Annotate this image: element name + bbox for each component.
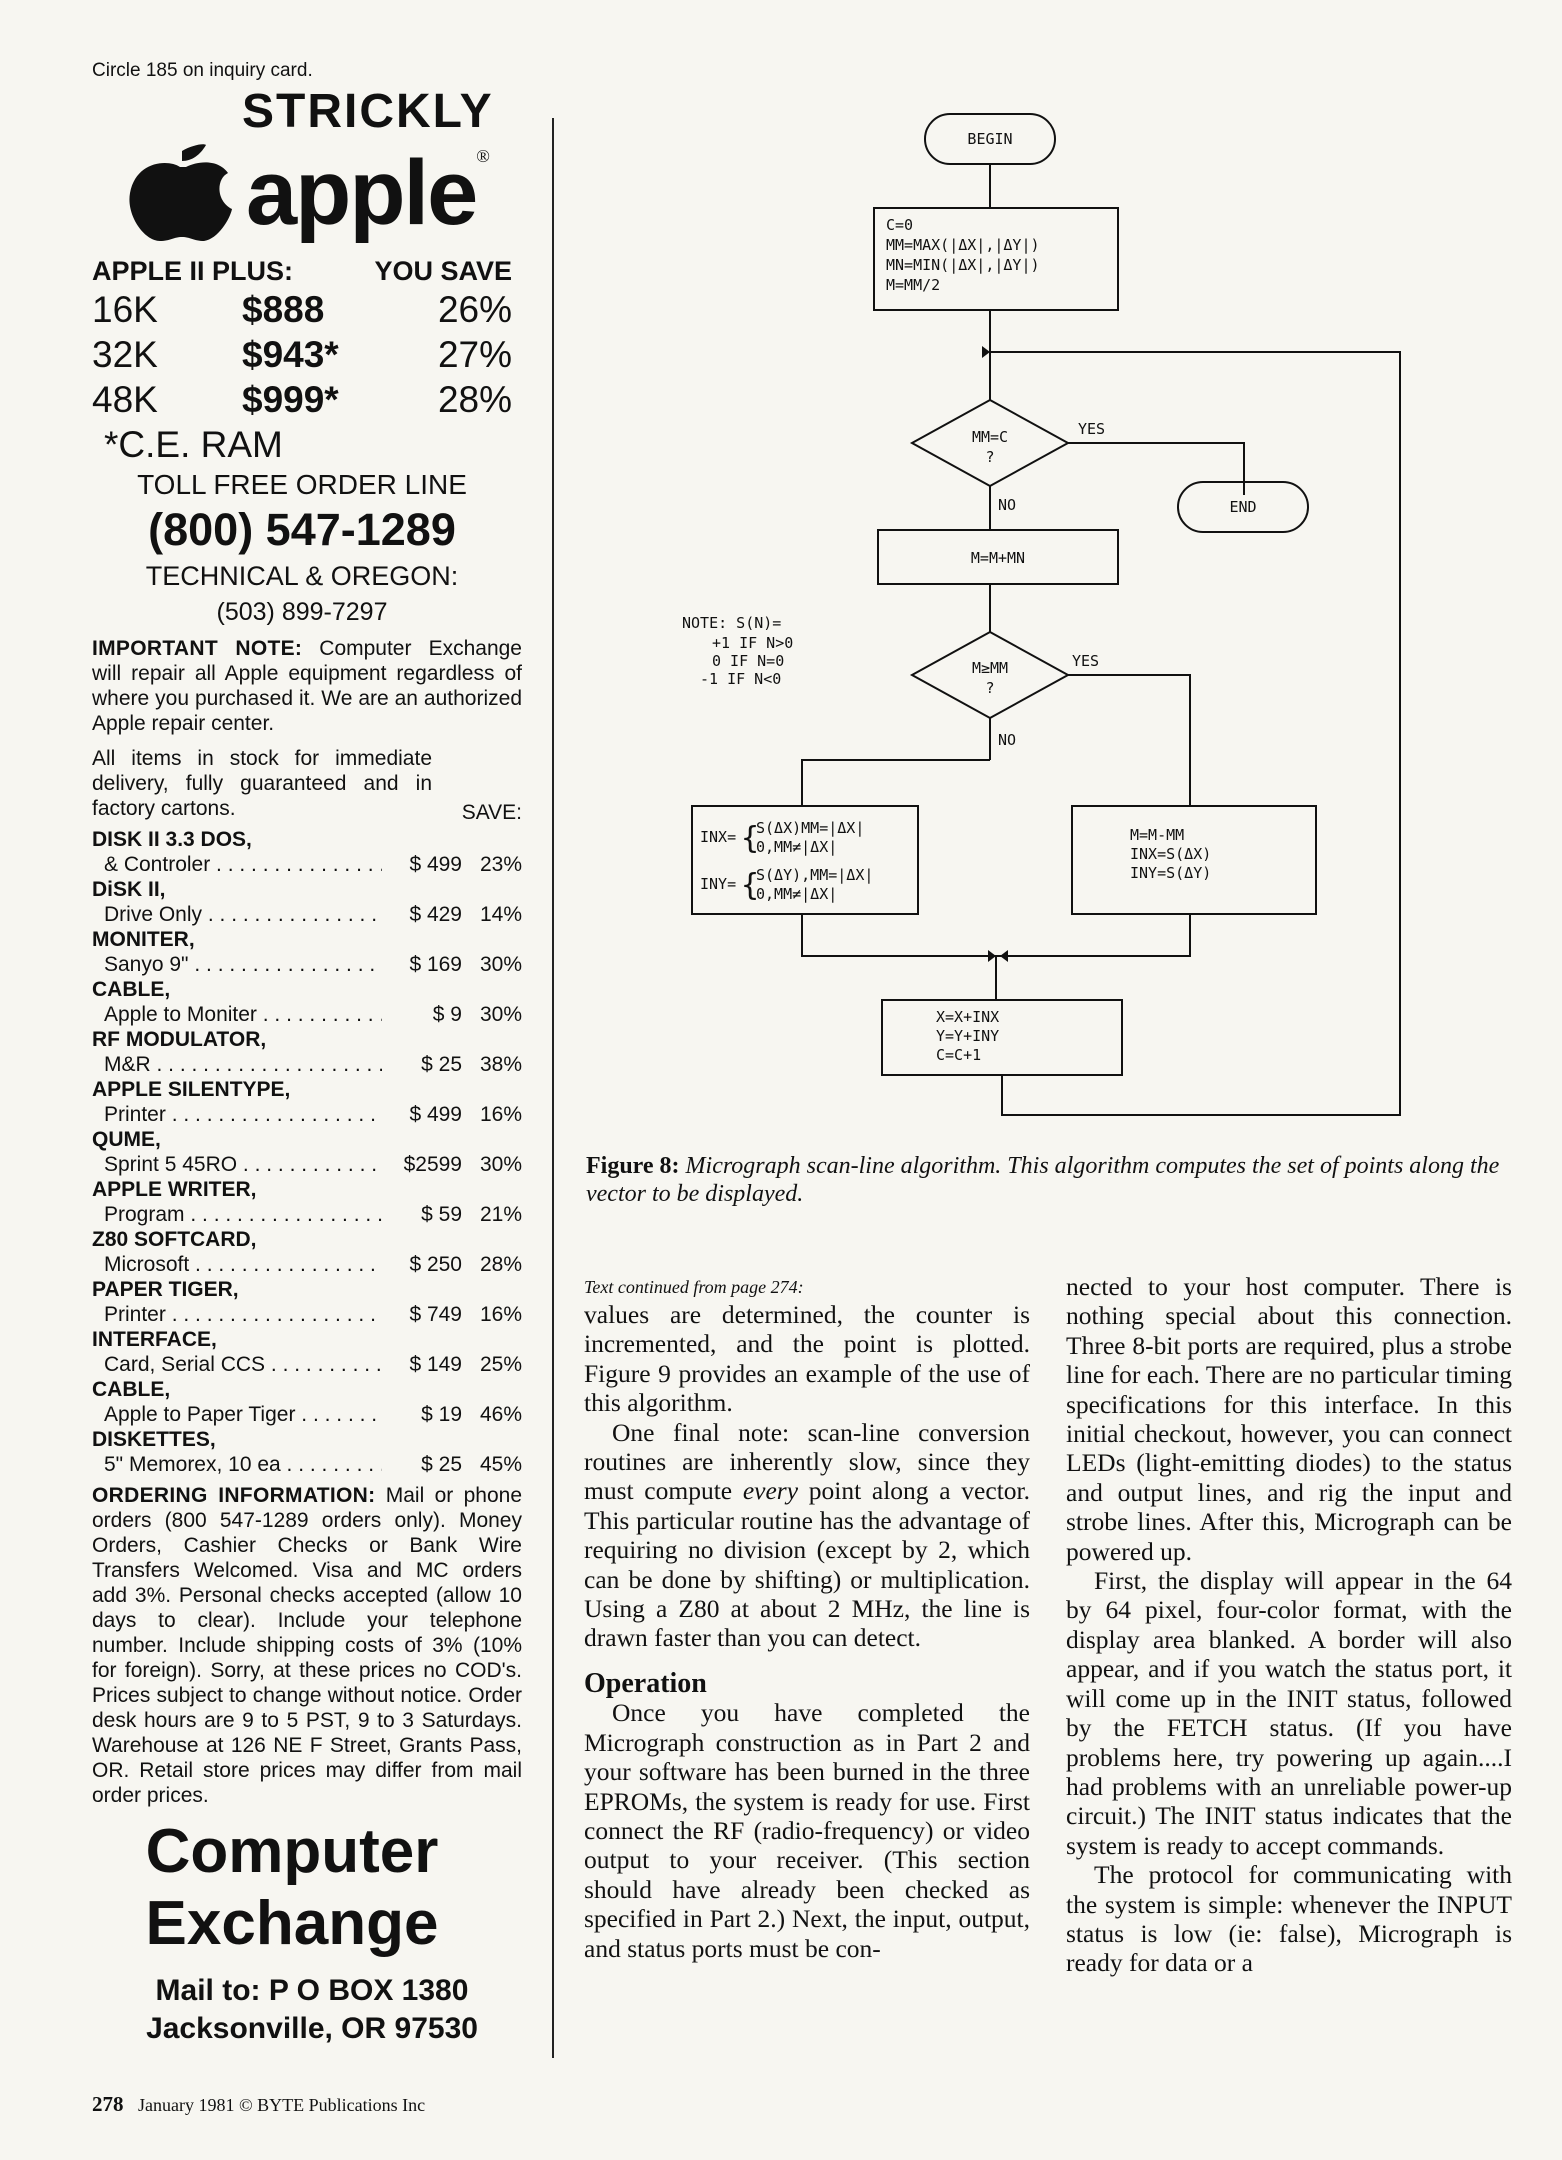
paragraph-emphasis: every	[742, 1476, 799, 1506]
iny-line: S(ΔY),MM=|ΔX|	[756, 866, 874, 884]
item-description: Apple to Moniter . . .	[104, 1002, 382, 1027]
step-m-label: M=M+MN	[970, 549, 1026, 567]
iny-brace: {	[741, 868, 760, 903]
item-line	[92, 952, 522, 977]
item-description: Drive Only . . .	[104, 902, 382, 927]
decision2-label: M≥MM	[971, 659, 1009, 677]
item-heading: DISK II 3.3 DOS,	[92, 828, 252, 851]
yes2-label: YES	[1072, 652, 1100, 670]
price-header-save: YOU SAVE	[374, 256, 512, 286]
item-description: 5" Memorex, 10 ea . . .	[104, 1452, 382, 1477]
ordering-text: Mail or phone orders (800 547-1289 orders only). Money Orders, Cashier Checks or Bank Wire Transfers Welcomed. Visa and MC orders add 3%. Personal checks accepted (allow 10 days to clear). Include your telephone number. Include shipping costs of 3% (10% for foreign). Sorry, at these prices no COD's. Prices subject to change without notice. Order desk hours are 9 to 5 PST, 9 to 3 Saturdays. Warehouse at 126 NE F Street, Grants Pass, OR. Retail store prices may differ from mail order prices.	[92, 1484, 522, 1807]
merge-arrow-3	[1000, 950, 1008, 962]
yes1-label: YES	[1078, 420, 1106, 438]
item-savings: 14%	[479, 903, 522, 926]
adjust-line: INY=S(ΔY)	[1130, 864, 1212, 882]
init-line: C=0	[886, 216, 914, 234]
update-box	[882, 1000, 1122, 1075]
stock-note: All items in stock for immediate delivery, fully guaranteed and in factory cartons.	[92, 747, 432, 820]
item-heading: DISKETTES,	[92, 1428, 216, 1451]
item-price: $ 749	[409, 1303, 462, 1326]
init-line: MM=MAX(|ΔX|,|ΔY|)	[886, 236, 1040, 254]
technical-phone: (503) 899-7297	[216, 598, 388, 626]
paragraph: nected to your host computer. There is nothing special about this connection. Three 8-bit ports are required, plus a strobe line for each. There are no particular timing specifications for this interface. In this initial checkout, however, you can connect LEDs (light-emitting diodes) to the status and output lines, and rig the input and strobe lines. After this, Micrograph can be powered up.	[1066, 1272, 1512, 1566]
price-row	[92, 332, 512, 377]
item-savings: 23%	[479, 853, 522, 876]
item-savings: 30%	[479, 1003, 522, 1026]
save-label: SAVE:	[461, 801, 522, 824]
paragraph: Once you have completed the Micrograph construction as in Part 2 and your software has been burned in the three EPROMs, the system is ready for use. First connect the RF (radio-frequency) or video output to your receiver. (This section should have already been checked as specified in Part 2.) Next, the input, output, and status ports must be con-	[584, 1698, 1030, 1963]
item-description: Card, Serial CCS . . .	[104, 1352, 382, 1377]
end-label: END	[1229, 498, 1257, 516]
update-line: Y=Y+INY	[936, 1027, 1000, 1045]
company-line-2: Exchange	[145, 1889, 439, 1958]
ram-note: *C.E. RAM	[104, 424, 283, 465]
item-price: $ 429	[409, 903, 462, 926]
advertisement	[92, 60, 532, 2048]
price-model: 16K	[92, 289, 158, 330]
important-note	[92, 636, 522, 736]
item-savings: 25%	[479, 1353, 522, 1376]
update-line: C=C+1	[936, 1046, 982, 1064]
update-line: X=X+INX	[936, 1008, 1000, 1026]
item-line	[92, 1452, 522, 1477]
item-price: $ 25	[421, 1053, 462, 1076]
item-line	[92, 1202, 522, 1227]
decision1-label: MM=C	[971, 428, 1009, 446]
section-heading: Operation	[584, 1667, 707, 1699]
item-savings: 46%	[479, 1403, 522, 1426]
price-model: 32K	[92, 334, 158, 375]
item-savings: 16%	[479, 1103, 522, 1126]
item-savings: 45%	[479, 1453, 522, 1476]
init-line: M=MM/2	[886, 276, 941, 294]
technical-label: TECHNICAL & OREGON:	[145, 561, 459, 591]
price-model: 48K	[92, 379, 158, 420]
item-price: $ 149	[409, 1353, 462, 1376]
note-line: -1 IF N<0	[700, 670, 782, 688]
price-row	[92, 287, 512, 332]
article-column-middle	[584, 1276, 1030, 1963]
item-description: Microsoft . . .	[104, 1252, 382, 1277]
item-heading: INTERFACE,	[92, 1328, 217, 1351]
item-line	[92, 1152, 522, 1177]
paragraph: values are determined, the counter is incremented, and the point is plotted. Figure 9 provides an example of the use of this algorithm.	[584, 1300, 1030, 1418]
toll-free-label: TOLL FREE ORDER LINE	[137, 469, 467, 500]
item-heading: CABLE,	[92, 978, 171, 1001]
caption-label: Figure 8:	[586, 1153, 680, 1179]
ordering-info	[92, 1483, 522, 1808]
inx-brace: {	[741, 821, 760, 856]
paragraph: The protocol for communicating with the system is simple: whenever the INPUT status is low (ie: false), Micrograph is ready for data or a	[1066, 1860, 1512, 1978]
yes1-line	[1068, 443, 1244, 495]
item-price: $ 59	[421, 1203, 462, 1226]
item-line	[92, 1352, 522, 1377]
price-amount: $943*	[242, 334, 339, 375]
item-price: $ 9	[432, 1003, 462, 1026]
apple-logo	[120, 138, 532, 248]
paragraph-part: One final note: scan-line conversion routines are inherently slow, since they must compute	[584, 1417, 1030, 1506]
item-line	[92, 852, 522, 877]
item-price: $ 499	[409, 1103, 462, 1126]
price-save: 27%	[437, 334, 512, 375]
init-line: MN=MIN(|ΔX|,|ΔY|)	[886, 256, 1040, 274]
item-line	[92, 1052, 522, 1077]
item-description: Printer . . .	[104, 1302, 382, 1327]
decision1-q: ?	[985, 448, 995, 466]
note-line: +1 IF N>0	[712, 634, 794, 652]
item-description: M&R . . .	[104, 1052, 382, 1077]
begin-label: BEGIN	[967, 130, 1013, 148]
item-heading: PAPER TIGER,	[92, 1278, 239, 1301]
column-divider	[552, 118, 554, 2058]
item-description: & Controler . . .	[104, 852, 382, 877]
paragraph-part: point along a vector. This particular routine has the advantage of requiring no division (except by 2, which can be done by shifting) or multiplication. Using a Z80 at about 2 MHz, the line is drawn faster than you can detect.	[584, 1476, 1030, 1653]
inquiry-note: Circle 185 on inquiry card.	[92, 60, 313, 81]
no1-label: NO	[998, 496, 1017, 514]
flowchart	[560, 100, 1520, 1140]
item-line	[92, 1252, 522, 1277]
iny-line: 0,MM≠|ΔX|	[756, 885, 838, 903]
important-text: Computer Exchange will repair all Apple equipment regardless of where you purchased it. We are an authorized Apple repair center.	[92, 637, 522, 735]
no2-line	[802, 760, 990, 806]
footer-text: January 1981 © BYTE Publications Inc	[138, 2095, 426, 2115]
company-name	[92, 1816, 492, 1960]
item-price: $ 19	[421, 1403, 462, 1426]
item-price: $ 169	[409, 953, 462, 976]
caption-text: Micrograph scan-line algorithm. This algorithm computes the set of points along the vector to be displayed.	[586, 1153, 1500, 1207]
item-heading: QUME,	[92, 1128, 161, 1151]
item-heading: DiSK II,	[92, 878, 166, 901]
note-line: NOTE: S(N)=	[682, 614, 782, 632]
ordering-label: ORDERING INFORMATION:	[92, 1484, 376, 1507]
price-header-model: APPLE II PLUS:	[92, 256, 294, 286]
item-line	[92, 1302, 522, 1327]
item-heading: Z80 SOFTCARD,	[92, 1228, 257, 1251]
brand-top: STRICKLY	[242, 85, 494, 138]
article-column-right	[1066, 1272, 1512, 1978]
item-line	[92, 1102, 522, 1127]
item-savings: 21%	[479, 1203, 522, 1226]
price-row	[92, 377, 512, 422]
item-description: Program . . .	[104, 1202, 382, 1227]
merge-arrow-1	[982, 346, 990, 358]
item-description: Printer . . .	[104, 1102, 382, 1127]
price-amount: $999*	[242, 379, 339, 420]
adjust-line: INX=S(ΔX)	[1130, 845, 1212, 863]
price-save: 26%	[437, 289, 512, 330]
yes2-line	[1068, 675, 1190, 806]
item-savings: 30%	[479, 953, 522, 976]
item-description: Apple to Paper Tiger . . .	[104, 1402, 382, 1427]
note-line: 0 IF N=0	[712, 652, 785, 670]
inx-line: S(ΔX)MM=|ΔX|	[756, 819, 865, 837]
brand-logo-word: apple	[246, 142, 477, 244]
item-price: $ 250	[409, 1253, 462, 1276]
item-line	[92, 1402, 522, 1427]
company-line-1: Computer	[145, 1817, 439, 1886]
item-price: $ 499	[409, 853, 462, 876]
page-number: 278	[92, 2092, 124, 2116]
apple-icon	[120, 143, 240, 243]
merge-arrow-2	[988, 950, 996, 962]
decision2-q: ?	[985, 679, 995, 697]
price-save: 28%	[437, 379, 512, 420]
item-list	[92, 827, 522, 1477]
item-price: $2599	[403, 1153, 462, 1176]
item-savings: 28%	[479, 1253, 522, 1276]
figure-caption	[586, 1152, 1516, 1208]
mail-line-2: Jacksonville, OR 97530	[146, 2012, 478, 2045]
item-savings: 30%	[479, 1153, 522, 1176]
item-line	[92, 1002, 522, 1027]
price-amount: $888	[242, 289, 325, 330]
page-footer	[92, 2092, 425, 2117]
paragraph: First, the display will appear in the 64 by 64 pixel, four-color format, with the display area blanked. A border will also appear, and if you watch the status port, it will come up in the INIT status, followed by the FETCH status. (If you have problems here, try powering up again....I had problems with an unreliable power-up circuit.) The INIT status indicates that the system is ready to accept commands.	[1066, 1566, 1512, 1860]
item-heading: CABLE,	[92, 1378, 171, 1401]
item-price: $ 25	[421, 1453, 462, 1476]
item-savings: 38%	[479, 1053, 522, 1076]
item-heading: APPLE WRITER,	[92, 1178, 257, 1201]
inx-line: 0,MM≠|ΔX|	[756, 838, 838, 856]
order-phone: (800) 547-1289	[148, 504, 456, 555]
iny-label: INY=	[700, 875, 737, 893]
item-description: Sprint 5 45RO . . .	[104, 1152, 382, 1177]
item-heading: RF MODULATOR,	[92, 1028, 267, 1051]
item-heading: APPLE SILENTYPE,	[92, 1078, 291, 1101]
mail-line-1: Mail to: P O BOX 1380	[155, 1974, 469, 2007]
inx-label: INX=	[700, 828, 737, 846]
mail-address	[92, 1972, 532, 2048]
registered-mark: ®	[476, 146, 490, 166]
adjust-line: M=M-MM	[1130, 826, 1185, 844]
item-savings: 16%	[479, 1303, 522, 1326]
paragraph	[584, 1418, 1030, 1653]
price-header	[92, 256, 512, 287]
item-description: Sanyo 9" . . .	[104, 952, 382, 977]
item-heading: MONITER,	[92, 928, 195, 951]
continued-note: Text continued from page 274:	[584, 1277, 804, 1297]
no2-label: NO	[998, 731, 1017, 749]
item-line	[92, 902, 522, 927]
important-label: IMPORTANT NOTE:	[92, 637, 303, 660]
